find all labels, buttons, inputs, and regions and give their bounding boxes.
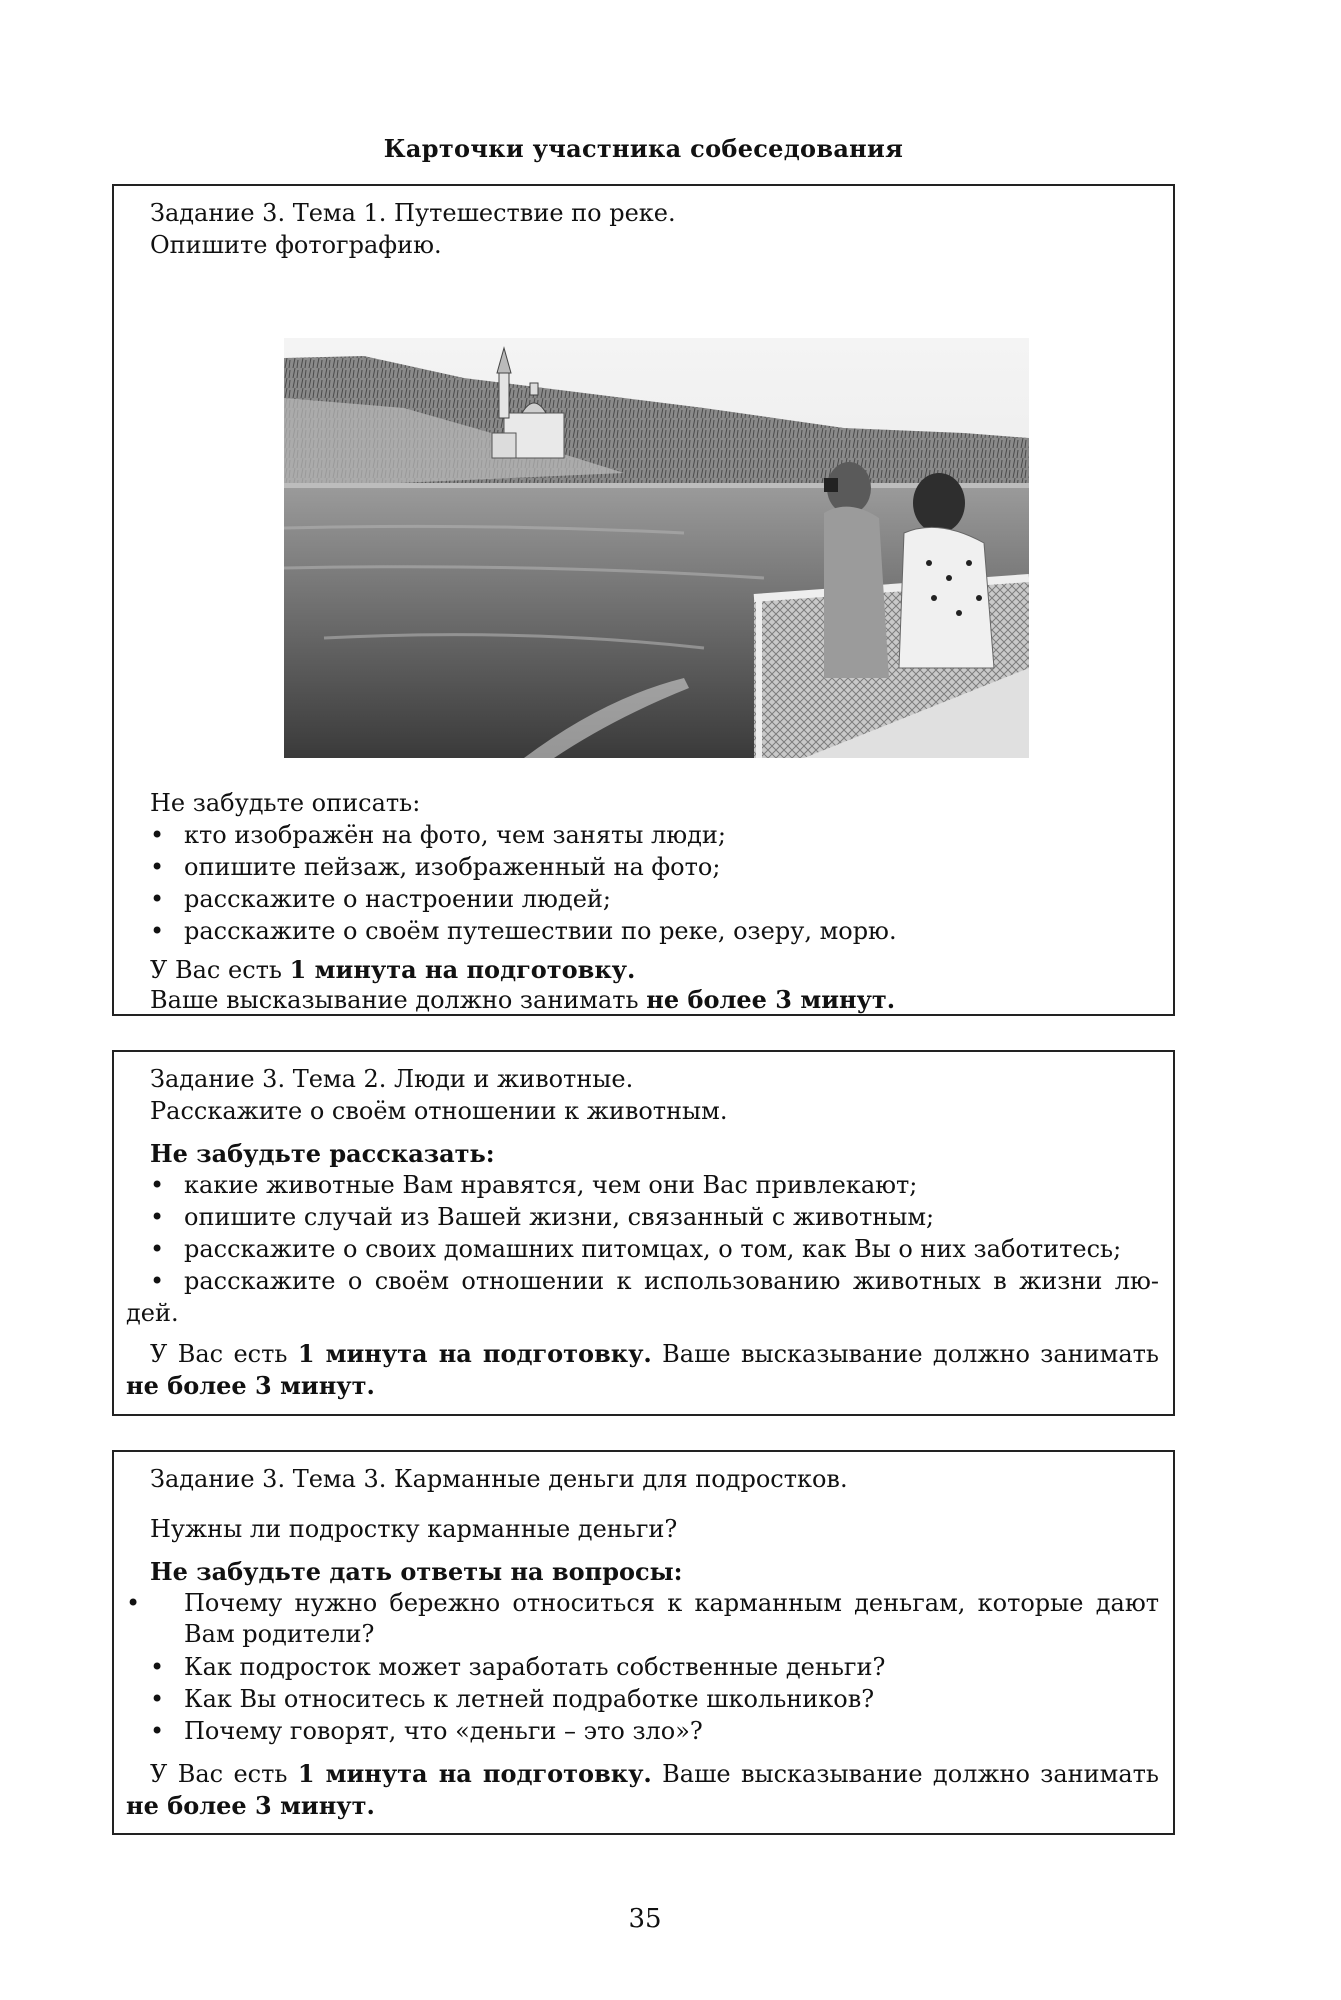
- card2-duration: не более 3 минут.: [126, 1371, 375, 1400]
- card2-bullet: • расскажите о своих домашних питомцах, о том, как Вы о них заботитесь;: [150, 1235, 1122, 1263]
- card3-bullet: • Почему говорят, что «деньги – это зло»?: [150, 1717, 703, 1745]
- card1-remember: Не забудьте описать:: [150, 789, 421, 817]
- card1-instruction: Опишите фотографию.: [150, 231, 442, 259]
- card3-bullet: • Почему нужно бережно относиться к карманным деньгам, которые дают Вам родители?: [126, 1589, 1159, 1648]
- card3-question: Нужны ли подростку карманные деньги?: [150, 1515, 678, 1543]
- card3-prep-time: У Вас есть 1 минута на подготовку. Ваше высказывание должно занимать: [150, 1759, 1159, 1788]
- task-card-topic-2: [112, 1050, 1175, 1416]
- task-card-topic-3: [112, 1450, 1175, 1835]
- card2-bullet-wrap: дей.: [126, 1299, 179, 1327]
- card3-bullet: • Как Вы относитесь к летней подработке школьников?: [150, 1685, 875, 1713]
- card2-prep-time: У Вас есть 1 минута на подготовку. Ваше высказывание должно занимать: [150, 1339, 1159, 1368]
- page-title: Карточки участника собеседования: [383, 134, 904, 163]
- card2-heading: Задание 3. Тема 2. Люди и животные.: [150, 1065, 634, 1093]
- card1-prep-time: У Вас есть 1 минута на подготовку.: [150, 955, 636, 984]
- card2-instruction: Расскажите о своём отношении к животным.: [150, 1097, 728, 1125]
- card2-bullet: • опишите случай из Вашей жизни, связанный с животным;: [150, 1203, 935, 1231]
- card3-duration: не более 3 минут.: [126, 1791, 375, 1820]
- card3-heading: Задание 3. Тема 3. Карманные деньги для подростков.: [150, 1465, 848, 1493]
- card1-bullet: • опишите пейзаж, изображенный на фото;: [150, 853, 721, 881]
- card2-bullet: • какие животные Вам нравятся, чем они Вас привлекают;: [150, 1171, 918, 1199]
- card1-bullet: • кто изображён на фото, чем заняты люди;: [150, 821, 726, 849]
- task-card-topic-1: [112, 184, 1175, 1016]
- card1-bullet: • расскажите о своём путешествии по реке, озеру, морю.: [150, 917, 897, 945]
- card1-duration: Ваше высказывание должно занимать не более 3 минут.: [150, 985, 896, 1014]
- card2-bullet: • расскажите о своём отношении к использованию животных в жизни лю-: [150, 1267, 1159, 1295]
- river-trip-photo: [284, 338, 1029, 758]
- card3-remember: Не забудьте дать ответы на вопросы:: [150, 1557, 683, 1586]
- card2-remember: Не забудьте рассказать:: [150, 1139, 495, 1168]
- page-number: 35: [628, 1904, 662, 1934]
- card1-bullet: • расскажите о настроении людей;: [150, 885, 611, 913]
- card1-heading: Задание 3. Тема 1. Путешествие по реке.: [150, 199, 676, 227]
- card3-bullet: • Как подросток может заработать собственные деньги?: [150, 1653, 886, 1681]
